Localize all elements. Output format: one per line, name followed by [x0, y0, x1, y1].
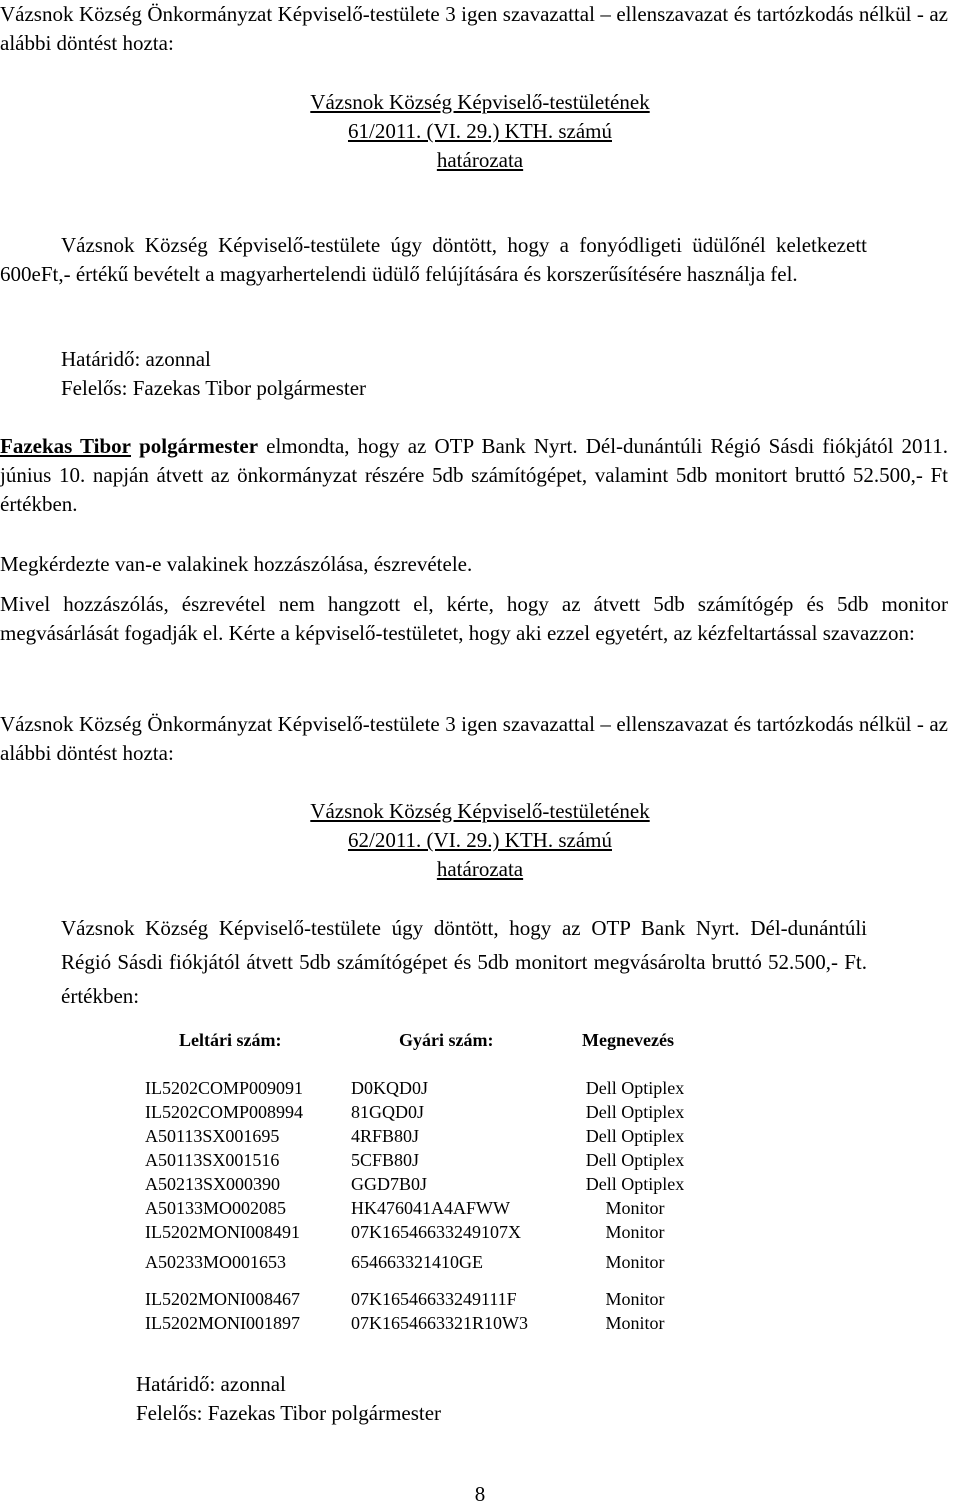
- intro-vote-paragraph-1: Vázsnok Község Önkormányzat Képviselő-testülete 3 igen szavazattal – ellenszavazat és tartózkodás nélkül - az alábbi döntést hozta:: [0, 2, 948, 55]
- table-cell-inventory-number: IL5202MONI008467: [145, 1289, 300, 1309]
- resolution-2-line3: határozata: [436, 857, 524, 881]
- table-cell-inventory-number: A50113SX001516: [145, 1150, 280, 1170]
- deadline-2: Határidő: azonnal: [136, 1372, 286, 1396]
- resolution-1-title: [0, 88, 960, 175]
- table-cell-name: Monitor: [605, 1313, 665, 1333]
- table-cell-inventory-number: A50233MO001653: [145, 1252, 287, 1272]
- table-cell-serial-number: 07K1654663321R10W3: [351, 1313, 528, 1333]
- mayor-name: Fazekas Tibor: [0, 434, 131, 458]
- table-cell-name: Monitor: [605, 1222, 665, 1242]
- mayor-role: polgármester: [139, 434, 259, 458]
- table-row: [145, 1172, 745, 1196]
- table-cell-name: Monitor: [605, 1289, 665, 1309]
- table-cell-name: Dell Optiplex: [585, 1126, 685, 1146]
- table-cell-serial-number: 07K16546633249107X: [351, 1222, 521, 1242]
- table-row: [145, 1287, 745, 1311]
- table-cell-serial-number: GGD7B0J: [351, 1174, 428, 1194]
- table-cell-name: Dell Optiplex: [585, 1102, 685, 1122]
- table-cell-serial-number: 4RFB80J: [351, 1126, 420, 1146]
- table-row: [145, 1250, 745, 1274]
- table-cell-name: Monitor: [605, 1252, 665, 1272]
- table-cell-inventory-number: IL5202COMP008994: [145, 1102, 304, 1122]
- table-cell-serial-number: HK476041A4AFWW: [351, 1198, 510, 1218]
- table-cell-inventory-number: IL5202MONI008491: [145, 1222, 300, 1242]
- table-cell-inventory-number: A50213SX000390: [145, 1174, 281, 1194]
- deadline-1: Határidő: azonnal: [61, 347, 211, 371]
- responsible-2: Felelős: Fazekas Tibor polgármester: [136, 1401, 442, 1425]
- resolution-2-line1: Vázsnok Község Képviselő-testületének: [310, 799, 650, 823]
- resolution-2-body: Vázsnok Község Képviselő-testülete úgy döntött, hogy az OTP Bank Nyrt. Dél-dunántúli Régió Sásdi fiókjától átvett 5db számítógépet és 5db monitort megvásárolta bruttó 52.500,- Ft. értékben:: [61, 916, 867, 1008]
- table-header-inventory-number: Leltári szám:: [179, 1030, 282, 1050]
- table-row: [145, 1148, 745, 1172]
- resolution-1-line1: Vázsnok Község Képviselő-testületének: [310, 90, 650, 114]
- resolution-1-line3: határozata: [436, 148, 524, 172]
- table-row: [145, 1311, 745, 1335]
- resolution-2-title: [0, 797, 960, 884]
- resolution-1-body: Vázsnok Község Képviselő-testülete úgy döntött, hogy a fonyódligeti üdülőnél keletkezett 600eFt,- értékű bevételt a magyarhertelendi üdülő felújítására és korszerűsítésére használja fel.: [0, 233, 867, 286]
- table-header-name: Megnevezés: [582, 1030, 674, 1050]
- page-number: 8: [474, 1482, 486, 1506]
- table-cell-serial-number: 654663321410GE: [351, 1252, 483, 1272]
- table-cell-serial-number: 07K16546633249111F: [351, 1289, 517, 1309]
- table-cell-serial-number: 5CFB80J: [351, 1150, 420, 1170]
- table-cell-serial-number: 81GQD0J: [351, 1102, 425, 1122]
- table-row: [145, 1100, 745, 1124]
- table-cell-name: Dell Optiplex: [585, 1150, 685, 1170]
- table-row: [145, 1124, 745, 1148]
- responsible-1: Felelős: Fazekas Tibor polgármester: [61, 376, 367, 400]
- question-paragraph: Megkérdezte van-e valakinek hozzászólása, észrevétele.: [0, 552, 473, 576]
- table-header-serial-number: Gyári szám:: [399, 1030, 494, 1050]
- table-row: [145, 1196, 745, 1220]
- table-cell-inventory-number: IL5202COMP009091: [145, 1078, 304, 1098]
- table-cell-serial-number: D0KQD0J: [351, 1078, 429, 1098]
- resolution-1-line2: 61/2011. (VI. 29.) KTH. számú: [347, 119, 612, 143]
- table-cell-name: Dell Optiplex: [585, 1078, 685, 1098]
- table-cell-name: Dell Optiplex: [585, 1174, 685, 1194]
- table-row: [145, 1076, 745, 1100]
- table-cell-inventory-number: A50113SX001695: [145, 1126, 280, 1146]
- table-cell-name: Monitor: [605, 1198, 665, 1218]
- table-row: [145, 1220, 745, 1244]
- table-cell-inventory-number: IL5202MONI001897: [145, 1313, 300, 1333]
- mayor-statement-text: elmondta, hogy az OTP Bank Nyrt. Dél-dunántúli Régió Sásdi fiókjától 2011. június 10. napján átvett az önkormányzat részére 5db számítógépet, valamint 5db monitort bruttó 52.500,- Ft értékben.: [0, 434, 948, 516]
- vote-request-paragraph: Mivel hozzászólás, észrevétel nem hangzott el, kérte, hogy az átvett 5db számítógép és 5db monitor megvásárlását fogadják el. Kérte a képviselő-testületet, hogy aki ezzel egyetért, az kézfeltartással szavazzon:: [0, 592, 948, 645]
- intro-vote-paragraph-2: Vázsnok Község Önkormányzat Képviselő-testülete 3 igen szavazattal – ellenszavazat és tartózkodás nélkül - az alábbi döntést hozta:: [0, 712, 948, 765]
- resolution-2-line2: 62/2011. (VI. 29.) KTH. számú: [347, 828, 612, 852]
- mayor-statement-paragraph: [0, 432, 948, 519]
- table-cell-inventory-number: A50133MO002085: [145, 1198, 287, 1218]
